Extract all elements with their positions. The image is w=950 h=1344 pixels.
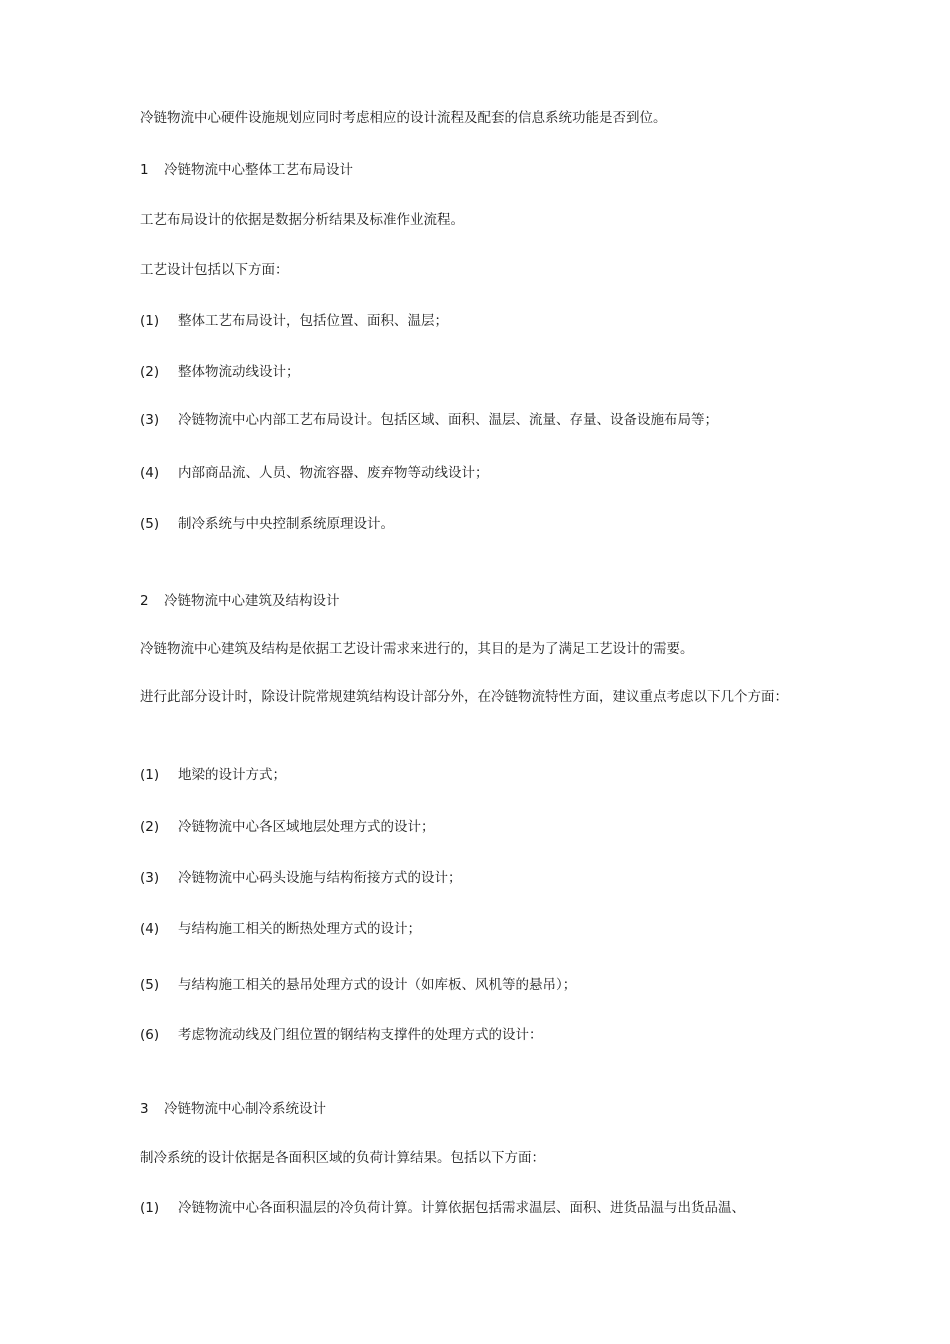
section-3-number: 3: [140, 1101, 149, 1117]
item-text: 与结构施工相关的悬吊处理方式的设计（如库板、风机等的悬吊）；: [178, 977, 577, 993]
section-3-paragraph-1: 制冷系统的设计依据是各面积区域的负荷计算结果。包括以下方面：: [140, 1150, 545, 1166]
item-number: (3): [140, 412, 160, 428]
item-number: (1): [140, 767, 160, 783]
item-number: (5): [140, 516, 160, 532]
item-text: 冷链物流中心内部工艺布局设计。包括区域、面积、温层、流量、存量、设备设施布局等；: [178, 412, 718, 428]
item-text: 整体工艺布局设计，包括位置、面积、温层；: [178, 313, 448, 329]
item-text: 制冷系统与中央控制系统原理设计。: [178, 516, 394, 532]
item-number: (1): [140, 313, 160, 329]
section-2-title: 冷链物流中心建筑及结构设计: [164, 593, 340, 609]
item-number: (2): [140, 364, 160, 380]
item-number: (1): [140, 1200, 160, 1216]
item-text: 内部商品流、人员、物流容器、废弃物等动线设计；: [178, 465, 489, 481]
section-1-item: [140, 311, 448, 331]
section-1-item: [140, 362, 300, 382]
section-2-paragraph-2: 进行此部分设计时，除设计院常规建筑结构设计部分外，在冷链物流特性方面，建议重点考虑以下几个方面：: [140, 689, 788, 705]
section-3-item: [140, 1198, 745, 1218]
section-2-heading: [140, 591, 340, 611]
section-1-heading: [140, 160, 353, 180]
section-1-item: [140, 463, 489, 483]
item-text: 整体物流动线设计；: [178, 364, 300, 380]
item-number: (4): [140, 921, 160, 937]
section-2-item: [140, 919, 421, 939]
section-2-item: [140, 765, 286, 785]
section-1-number: 1: [140, 162, 149, 178]
intro-paragraph: 冷链物流中心硬件设施规划应同时考虑相应的设计流程及配套的信息系统功能是否到位。: [140, 110, 667, 126]
item-text: 与结构施工相关的断热处理方式的设计；: [178, 921, 421, 937]
section-1-paragraph-1: 工艺布局设计的依据是数据分析结果及标准作业流程。: [140, 212, 464, 228]
item-text: 冷链物流中心码头设施与结构衔接方式的设计；: [178, 870, 462, 886]
section-2-number: 2: [140, 593, 149, 609]
section-1-title: 冷链物流中心整体工艺布局设计: [164, 162, 353, 178]
section-1-item: [140, 514, 394, 534]
item-number: (6): [140, 1027, 160, 1043]
section-2-paragraph-1: 冷链物流中心建筑及结构是依据工艺设计需求来进行的，其目的是为了满足工艺设计的需要。: [140, 641, 694, 657]
section-1-item: [140, 410, 718, 430]
item-text: 冷链物流中心各面积温层的冷负荷计算。计算依据包括需求温层、面积、进货品温与出货品温、: [178, 1200, 745, 1216]
section-3-heading: [140, 1099, 326, 1119]
section-2-item: [140, 868, 462, 888]
item-text: 考虑物流动线及门组位置的钢结构支撑件的处理方式的设计：: [178, 1027, 543, 1043]
section-3-title: 冷链物流中心制冷系统设计: [164, 1101, 326, 1117]
item-text: 冷链物流中心各区域地层处理方式的设计；: [178, 819, 435, 835]
section-1-paragraph-2: 工艺设计包括以下方面：: [140, 262, 289, 278]
item-number: (2): [140, 819, 160, 835]
item-number: (3): [140, 870, 160, 886]
item-number: (4): [140, 465, 160, 481]
section-2-item: [140, 975, 576, 995]
item-number: (5): [140, 977, 160, 993]
section-2-item: [140, 817, 435, 837]
item-text: 地梁的设计方式；: [178, 767, 286, 783]
section-2-item: [140, 1025, 543, 1045]
